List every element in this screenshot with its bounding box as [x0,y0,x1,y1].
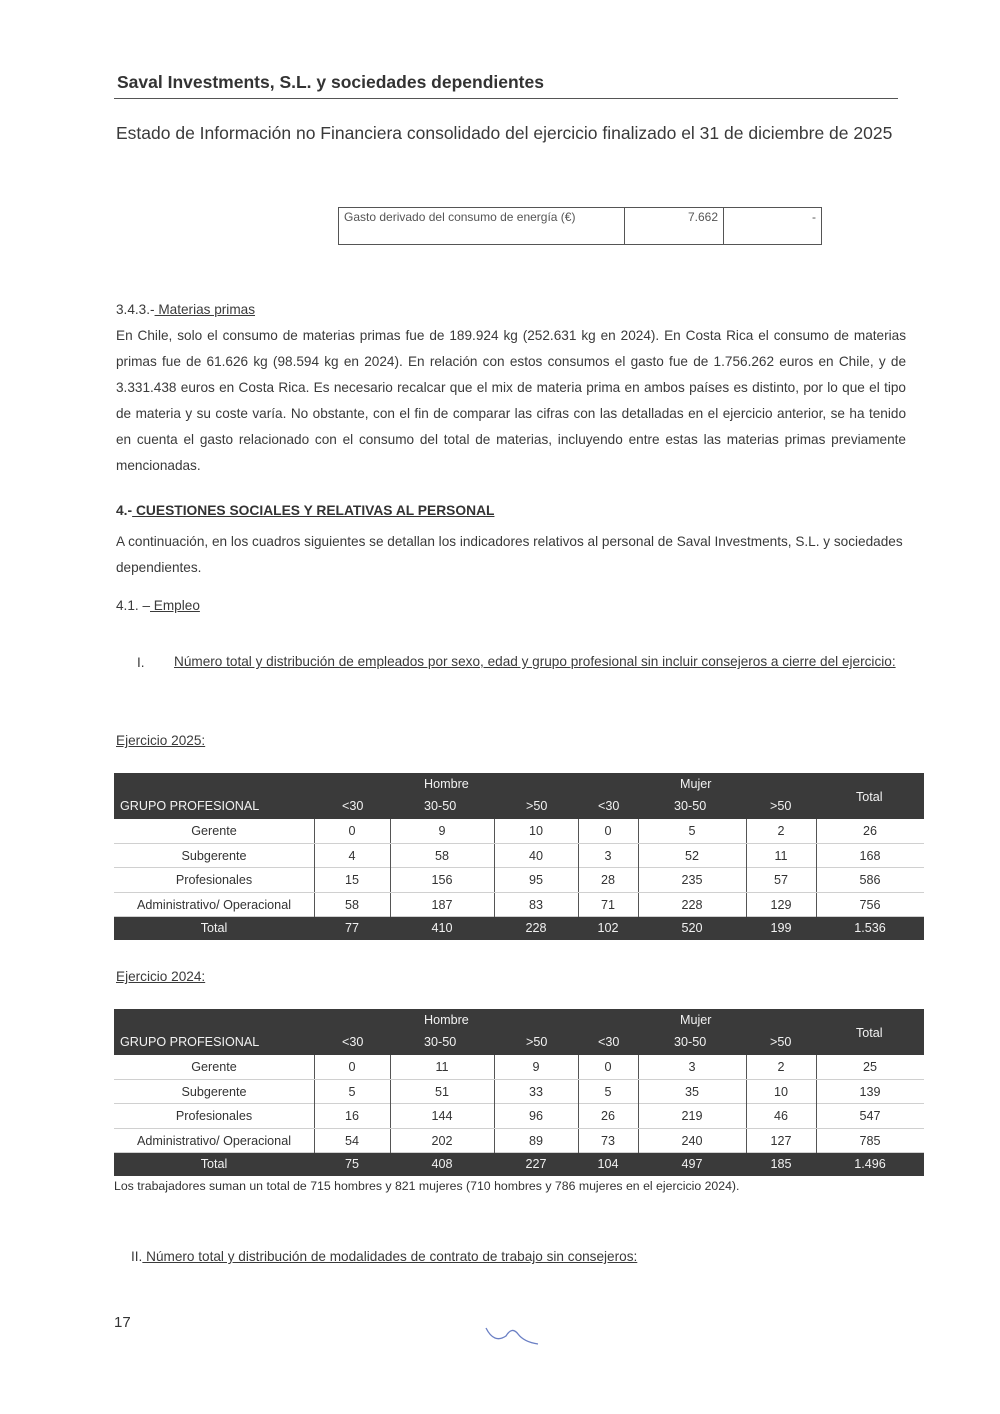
total-total: 1.496 [854,1157,886,1171]
total-m_lt30: 102 [597,921,619,935]
column-divider [816,868,817,892]
column-divider [390,819,391,843]
cell-total: 25 [862,1060,877,1074]
item-ii-heading [131,1249,637,1264]
total-h_3050: 410 [431,921,453,935]
cell-m_3050: 235 [681,873,703,887]
column-divider [314,1104,315,1128]
column-divider [494,893,495,917]
header-age-gt50: >50 [526,799,548,813]
total-h_3050: 408 [431,1157,453,1171]
cell-h_gt50: 95 [528,873,543,887]
total-group: Total [200,1157,228,1171]
cell-m_lt30: 26 [600,1109,615,1123]
column-divider [746,844,747,868]
cell-group: Administrativo/ Operacional [137,1133,291,1148]
cell-m_lt30: 28 [600,873,615,887]
cell-m_gt50: 11 [774,848,788,863]
column-divider [314,1129,315,1153]
column-divider [314,819,315,843]
column-divider [390,893,391,917]
column-divider [494,1055,495,1079]
total-h_gt50: 228 [525,921,547,935]
column-divider [638,1129,639,1153]
section-343-paragraph: En Chile, solo el consumo de materias primas fue de 189.924 kg (252.631 kg en 2024). En Costa Rica el consumo de materias primas fue de 61.626 kg (98.594 kg en 2024). En relación con estos consumos el gasto fue de 1.756.262 euros en Chile, y de 3.331.438 euros en Costa Rica. Es necesario recalcar que el mix de materia prima en ambos países es distinto, por lo que el tipo de materia y su coste varía. No obstante, con el fin de comparar las cifras con las detalladas en el ejercicio anterior, se ha tenido en cuenta el gasto relacionado con el consumo del total de materias, incluyendo entre estas las materias primas previamente mencionadas. [116,328,906,473]
column-divider [314,1080,315,1104]
page-number: 17 [114,1314,131,1331]
cell-m_3050: 35 [684,1084,699,1099]
cell-m_3050: 5 [688,824,696,838]
cell-m_lt30: 5 [604,1084,612,1099]
cell-m_3050: 228 [681,897,703,912]
column-divider [816,1104,817,1128]
total-m_3050: 520 [681,921,703,935]
column-divider [816,1055,817,1079]
column-divider [638,893,639,917]
column-divider [638,819,639,843]
section-4-heading [116,503,494,518]
cell-h_3050: 156 [431,873,453,887]
table-header [114,1009,924,1055]
energy-expense-2025: 7.662 [625,208,724,244]
section-41-number: 4.1. – [116,598,151,613]
cell-h_lt30: 5 [348,1084,356,1099]
cell-group: Gerente [191,1060,237,1074]
table-header [114,773,924,819]
header-age-r3050: 30-50 [424,1035,457,1049]
cell-total: 586 [859,873,881,887]
column-divider [578,844,579,868]
cell-m_lt30: 0 [604,824,612,838]
column-divider [746,819,747,843]
column-divider [746,868,747,892]
cell-total: 756 [859,897,881,912]
cell-h_lt30: 58 [344,897,359,912]
column-divider [578,1104,579,1128]
column-divider [494,1104,495,1128]
column-divider [578,893,579,917]
section-41-heading [116,593,200,619]
table-row [114,1129,924,1154]
section-41-title: Empleo [150,598,200,613]
header-group: GRUPO PROFESIONAL [120,799,260,813]
column-divider [578,1129,579,1153]
cell-group: Subgerente [181,848,247,863]
total-h_gt50: 227 [525,1157,547,1171]
cell-total: 547 [859,1109,881,1123]
column-divider [816,844,817,868]
column-divider [578,1055,579,1079]
column-divider [494,819,495,843]
column-divider [314,893,315,917]
cell-h_3050: 9 [438,824,446,838]
cell-h_3050: 51 [434,1084,449,1099]
cell-h_gt50: 89 [528,1133,543,1148]
item-ii-text: Número total y distribución de modalidades de contrato de trabajo sin consejeros: [142,1249,638,1264]
cell-m_lt30: 0 [604,1060,612,1074]
column-divider [390,844,391,868]
cell-m_lt30: 73 [600,1133,615,1148]
year-2025-label: Ejercicio 2025: [116,733,206,748]
header-hombre: Hombre [424,777,469,791]
cell-m_gt50: 2 [777,1060,785,1074]
cell-m_gt50: 127 [770,1133,792,1148]
table-row [114,893,924,918]
total-total: 1.536 [854,921,886,935]
energy-expense-label: Gasto derivado del consumo de energía (€) [339,208,625,244]
company-title: Saval Investments, S.L. y sociedades dependientes [117,72,544,92]
cell-total: 168 [859,848,881,863]
section-4-number: 4.- [116,503,133,518]
cell-m_3050: 240 [681,1133,703,1148]
cell-h_gt50: 33 [528,1084,543,1099]
cell-m_3050: 3 [688,1060,696,1074]
column-divider [494,868,495,892]
cell-h_3050: 11 [435,1060,449,1074]
cell-m_3050: 219 [681,1109,703,1123]
cell-h_gt50: 10 [528,824,543,838]
column-divider [638,1055,639,1079]
table-row [114,1080,924,1105]
cell-m_lt30: 3 [604,848,612,863]
table-row [114,1055,924,1080]
header-age-r3050: 30-50 [674,799,707,813]
column-divider [746,1104,747,1128]
column-divider [746,893,747,917]
item-i-text: Número total y distribución de empleados por sexo, edad y grupo profesional sin incluir consejeros a cierre del ejercicio: [174,654,896,669]
signature-mark [484,1322,540,1346]
total-m_lt30: 104 [597,1157,619,1171]
column-divider [494,1129,495,1153]
cell-m_lt30: 71 [600,897,615,912]
column-divider [578,868,579,892]
cell-group: Gerente [191,824,237,838]
column-divider [746,1080,747,1104]
cell-total: 139 [859,1084,881,1099]
cell-h_gt50: 96 [528,1109,543,1123]
header-mujer: Mujer [680,777,712,791]
cell-h_gt50: 9 [532,1060,540,1074]
cell-m_gt50: 10 [773,1084,788,1099]
cell-m_gt50: 57 [773,873,788,887]
cell-h_gt50: 40 [528,848,543,863]
cell-h_lt30: 0 [348,1060,356,1074]
total-m_gt50: 199 [770,921,792,935]
total-group: Total [200,921,228,935]
column-divider [494,844,495,868]
year-2024-label: Ejercicio 2024: [116,969,206,984]
column-divider [816,1129,817,1153]
section-343-number: 3.4.3.- [116,302,155,317]
column-divider [390,1055,391,1079]
total-m_gt50: 185 [770,1157,792,1171]
header-age-lt30: <30 [342,799,364,813]
energy-expense-2024: - [812,210,816,224]
cell-h_lt30: 4 [348,848,356,863]
column-divider [816,1080,817,1104]
cell-group: Administrativo/ Operacional [137,897,291,912]
header-age-lt30: <30 [598,799,620,813]
table-total-row [114,1153,924,1176]
header-group: GRUPO PROFESIONAL [120,1035,260,1049]
energy-expense-table [338,207,822,245]
item-ii-number: II. [131,1249,143,1264]
table-total-row [114,917,924,940]
workers-note: Los trabajadores suman un total de 715 hombres y 821 mujeres (710 hombres y 786 mujeres en el ejercicio 2024). [114,1179,740,1193]
table-row [114,844,924,869]
column-divider [390,1104,391,1128]
column-divider [494,1080,495,1104]
column-divider [314,844,315,868]
cell-h_lt30: 16 [344,1109,359,1123]
cell-group: Profesionales [175,1109,253,1123]
cell-m_3050: 52 [684,848,699,863]
column-divider [816,819,817,843]
report-subtitle: Estado de Información no Financiera consolidado del ejercicio finalizado el 31 de diciembre de 2025 [116,123,893,143]
header-age-lt30: <30 [598,1035,620,1049]
header-age-gt50: >50 [526,1035,548,1049]
table-row [114,868,924,893]
table-row [114,819,924,844]
header-divider [114,98,898,99]
cell-m_gt50: 46 [773,1109,788,1123]
item-i-number: I. [137,655,145,670]
header-age-r3050: 30-50 [674,1035,707,1049]
column-divider [746,1055,747,1079]
cell-m_gt50: 2 [777,824,785,838]
cell-h_lt30: 54 [344,1133,359,1148]
header-age-gt50: >50 [770,1035,792,1049]
table-row [114,1104,924,1129]
section-4-paragraph: A continuación, en los cuadros siguientes se detallan los indicadores relativos al personal de Saval Investments, S.L. y sociedades dependientes. [116,534,903,575]
column-divider [638,868,639,892]
header-mujer: Mujer [680,1013,712,1027]
column-divider [638,1104,639,1128]
column-divider [390,1080,391,1104]
total-h_lt30: 75 [344,1157,359,1171]
column-divider [816,893,817,917]
cell-m_gt50: 129 [770,897,792,912]
header-total: Total [856,790,883,804]
column-divider [314,1055,315,1079]
header-total: Total [856,1026,883,1040]
cell-group: Profesionales [175,873,253,887]
column-divider [638,844,639,868]
section-343-heading [116,297,255,323]
section-343-title: Materias primas [154,302,256,317]
column-divider [390,1129,391,1153]
column-divider [390,868,391,892]
total-m_3050: 497 [681,1157,703,1171]
cell-total: 785 [859,1133,881,1148]
column-divider [578,1080,579,1104]
cell-h_3050: 187 [431,897,453,912]
cell-h_gt50: 83 [528,897,543,912]
column-divider [314,868,315,892]
header-age-lt30: <30 [342,1035,364,1049]
header-age-gt50: >50 [770,799,792,813]
employees-table-2024 [114,1009,924,1176]
employees-table-2025 [114,773,924,940]
cell-group: Subgerente [181,1084,247,1099]
cell-h_3050: 202 [431,1133,453,1148]
column-divider [746,1129,747,1153]
cell-h_lt30: 0 [348,824,356,838]
header-hombre: Hombre [424,1013,469,1027]
cell-h_3050: 58 [434,848,449,863]
header-age-r3050: 30-50 [424,799,457,813]
cell-h_lt30: 15 [344,873,359,887]
column-divider [638,1080,639,1104]
total-h_lt30: 77 [344,921,359,935]
section-4-title: CUESTIONES SOCIALES Y RELATIVAS AL PERSONAL [132,503,495,518]
cell-total: 26 [862,824,877,838]
cell-h_3050: 144 [431,1109,453,1123]
column-divider [578,819,579,843]
